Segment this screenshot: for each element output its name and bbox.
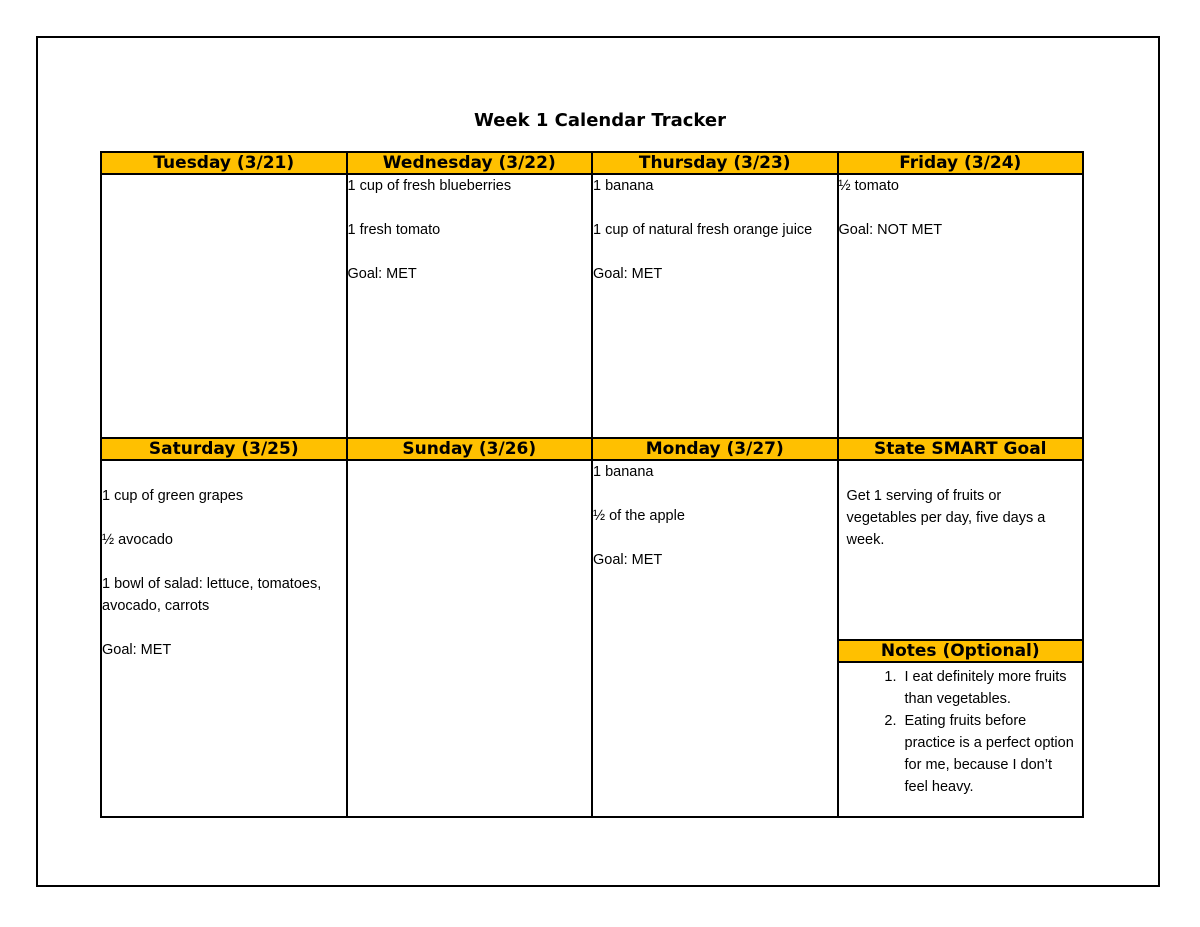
day-header-saturday: Saturday (3/25) <box>101 438 347 460</box>
notes-list <box>847 666 1075 798</box>
entry-text: 1 banana <box>593 464 654 480</box>
goal-status: Goal: MET <box>102 642 172 658</box>
entry-text: 1 banana <box>593 178 654 194</box>
day-header-sunday: Sunday (3/26) <box>347 438 593 460</box>
entry-text: 1 cup of green grapes <box>102 488 244 504</box>
goal-status: Goal: NOT MET <box>838 222 943 238</box>
entry-text: ½ avocado <box>102 532 173 548</box>
day-cell-sunday <box>347 460 593 817</box>
goal-status: Goal: MET <box>593 552 663 568</box>
entry-text: 1 cup of natural fresh orange juice <box>593 222 813 238</box>
entry-text: 1 bowl of salad: lettuce, tomatoes, avocado, carrots <box>102 576 322 614</box>
entry-text: ½ tomato <box>838 178 899 194</box>
calendar-table <box>100 151 1084 818</box>
entry-text: 1 fresh tomato <box>347 222 441 238</box>
note-item: 1. I eat definitely more fruits than vegetables. <box>901 666 1075 710</box>
day-header-tuesday: Tuesday (3/21) <box>101 152 347 174</box>
page-title: Week 1 Calendar Tracker <box>474 110 726 131</box>
notes-cell <box>839 663 1083 816</box>
entry-text: ½ of the apple <box>593 508 685 524</box>
day-cell-saturday <box>101 460 347 817</box>
entry-text: 1 cup of fresh blueberries <box>347 178 512 194</box>
goal-status: Goal: MET <box>593 266 663 282</box>
day-cell-wednesday <box>347 174 593 438</box>
goal-status: Goal: MET <box>347 266 417 282</box>
day-header-thursday: Thursday (3/23) <box>592 152 838 174</box>
smart-goal-cell <box>839 461 1083 641</box>
note-item: 2. Eating fruits before practice is a perfect option for me, because I don’t feel heavy. <box>901 710 1075 798</box>
day-cell-monday <box>592 460 838 817</box>
day-header-friday: Friday (3/24) <box>838 152 1084 174</box>
day-cell-tuesday <box>101 174 347 438</box>
day-cell-thursday <box>592 174 838 438</box>
notes-header: Notes (Optional) <box>839 641 1083 663</box>
day-header-monday: Monday (3/27) <box>592 438 838 460</box>
smart-goal-column <box>838 460 1084 817</box>
day-header-wednesday: Wednesday (3/22) <box>347 152 593 174</box>
day-cell-friday <box>838 174 1084 438</box>
smart-goal-header: State SMART Goal <box>838 438 1084 460</box>
smart-goal-text: Get 1 serving of fruits or vegetables per day, five days a week. <box>846 488 1046 548</box>
